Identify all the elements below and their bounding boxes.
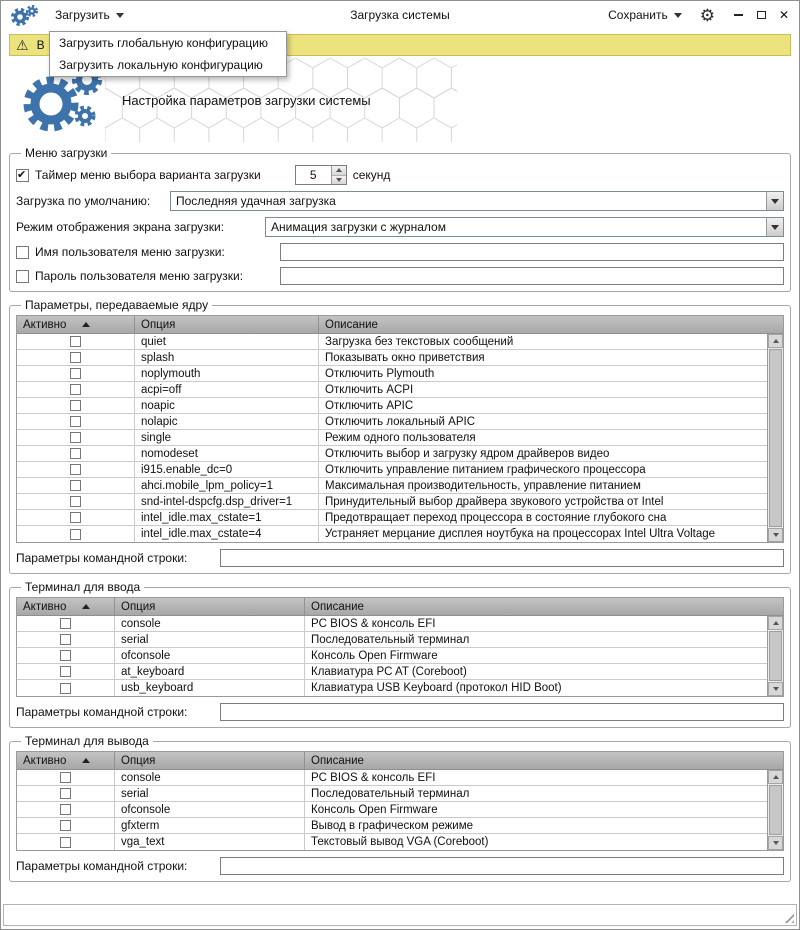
display-mode-value: Анимация загрузки с журналом xyxy=(271,220,446,234)
row-active-checkbox[interactable] xyxy=(60,772,71,783)
menu-item-load-global-config[interactable]: Загрузить глобальную конфигурацию xyxy=(59,36,268,50)
table-header xyxy=(17,316,783,334)
option-cell: i915.enable_dc=0 xyxy=(135,462,319,477)
option-cell: ahci.mobile_lpm_policy=1 xyxy=(135,478,319,493)
description-cell: Консоль Open Firmware xyxy=(311,649,438,662)
row-active-checkbox[interactable] xyxy=(60,650,71,661)
row-active-checkbox[interactable] xyxy=(60,804,71,815)
description-cell: Отключить локальный APIC xyxy=(325,415,476,428)
row-active-checkbox[interactable] xyxy=(70,448,81,459)
column-header-description[interactable]: Описание xyxy=(311,600,364,613)
vertical-scrollbar[interactable] xyxy=(767,334,783,542)
table-row[interactable] xyxy=(17,430,767,446)
timer-value: 5 xyxy=(309,168,317,182)
description-cell: Загрузка без текстовых сообщений xyxy=(325,335,514,348)
minimize-button[interactable] xyxy=(731,8,745,22)
scroll-up-button[interactable] xyxy=(768,334,783,348)
scroll-down-button[interactable] xyxy=(768,682,783,696)
description-cell: Режим одного пользователя xyxy=(325,431,476,444)
option-cell: intel_idle.max_cstate=4 xyxy=(135,526,319,542)
kernel-cmdline-row xyxy=(16,549,784,567)
table-row[interactable] xyxy=(17,398,767,414)
option-cell: gfxterm xyxy=(115,818,305,833)
description-cell: PC BIOS & консоль EFI xyxy=(311,617,436,630)
spinner-buttons xyxy=(331,166,346,184)
option-cell: intel_idle.max_cstate=1 xyxy=(135,510,319,525)
output-terminal-cmdline-input[interactable] xyxy=(220,857,784,875)
row-active-checkbox[interactable] xyxy=(60,666,71,677)
password-input[interactable] xyxy=(280,267,784,285)
table-row[interactable] xyxy=(17,510,767,526)
column-header-active[interactable]: Активно xyxy=(17,316,135,333)
option-cell: nolapic xyxy=(135,414,319,429)
window-title: Загрузка системы xyxy=(350,8,450,22)
scroll-down-button[interactable] xyxy=(768,836,783,850)
option-cell: splash xyxy=(135,350,319,365)
row-active-checkbox[interactable] xyxy=(70,529,81,540)
column-header-description[interactable]: Описание xyxy=(311,754,364,767)
option-cell: serial xyxy=(115,632,305,647)
window-controls xyxy=(731,8,791,22)
table-row[interactable] xyxy=(17,770,767,786)
table-row[interactable] xyxy=(17,494,767,510)
titlebar-right xyxy=(594,5,791,25)
output-terminal-group xyxy=(9,734,791,882)
kernel-params-group xyxy=(9,298,791,574)
row-active-checkbox[interactable] xyxy=(70,400,81,411)
warning-text: В xyxy=(36,38,45,52)
column-header-option[interactable]: Опция xyxy=(115,752,305,769)
vertical-scrollbar[interactable] xyxy=(767,616,783,696)
chevron-down-icon xyxy=(771,199,779,204)
boot-menu-legend: Меню загрузки xyxy=(25,146,108,160)
boot-menu-group xyxy=(9,146,791,292)
description-cell: Клавиатура USB Keyboard (протокол HID Boot) xyxy=(311,682,562,694)
option-cell: single xyxy=(135,430,319,445)
description-cell: Принудительный выбор драйвера звукового устройства от Intel xyxy=(325,495,664,508)
table-row[interactable] xyxy=(17,632,767,648)
kernel-params-legend: Параметры, передаваемые ядру xyxy=(25,298,209,312)
description-cell: Клавиатура PC AT (Coreboot) xyxy=(311,665,467,678)
scroll-up-button[interactable] xyxy=(768,616,783,630)
cmdline-label: Параметры командной строки: xyxy=(16,705,188,719)
column-header-option[interactable]: Опция xyxy=(135,316,319,333)
table-rows xyxy=(17,334,767,542)
description-cell: Отключить Plymouth xyxy=(325,367,435,380)
input-terminal-legend: Терминал для ввода xyxy=(25,580,141,594)
column-header-option[interactable]: Опция xyxy=(115,598,305,615)
table-row[interactable] xyxy=(17,414,767,430)
close-button[interactable]: ✕ xyxy=(778,8,790,22)
table-row[interactable] xyxy=(17,648,767,664)
row-active-checkbox[interactable] xyxy=(70,496,81,507)
row-active-checkbox[interactable] xyxy=(60,618,71,629)
row-active-checkbox[interactable] xyxy=(70,352,81,363)
option-cell: serial xyxy=(115,786,305,801)
option-cell: vga_text xyxy=(115,834,305,850)
table-header xyxy=(17,752,783,770)
default-boot-label: Загрузка по умолчанию: xyxy=(16,194,151,208)
table-row[interactable] xyxy=(17,616,767,632)
spinner-up-button[interactable] xyxy=(332,166,346,175)
description-cell: Отключить APIC xyxy=(325,399,414,412)
vertical-scrollbar[interactable] xyxy=(767,770,783,850)
sort-ascending-icon xyxy=(82,322,90,327)
row-active-checkbox[interactable] xyxy=(60,683,71,694)
option-cell: console xyxy=(115,616,305,631)
timer-label: Таймер меню выбора варианта загрузки xyxy=(35,168,261,182)
table-row[interactable] xyxy=(17,786,767,802)
sort-ascending-icon xyxy=(82,604,90,609)
row-active-checkbox[interactable] xyxy=(70,480,81,491)
row-active-checkbox[interactable] xyxy=(60,837,71,848)
option-cell: at_keyboard xyxy=(115,664,305,679)
sort-ascending-icon xyxy=(82,758,90,763)
display-mode-row xyxy=(16,217,784,237)
username-label: Имя пользователя меню загрузки: xyxy=(35,245,225,259)
input-terminal-group xyxy=(9,580,791,728)
table-row[interactable] xyxy=(17,350,767,366)
warning-icon: ⚠ xyxy=(16,37,29,53)
settings-gear-icon[interactable]: ⚙ xyxy=(699,5,715,25)
load-menu-button-label: Загрузить xyxy=(55,8,110,22)
option-cell: nomodeset xyxy=(135,446,319,461)
username-checkbox[interactable] xyxy=(16,246,29,259)
column-header-description[interactable]: Описание xyxy=(325,318,378,331)
row-active-checkbox[interactable] xyxy=(60,820,71,831)
app-gears-icon xyxy=(9,3,41,27)
scrollbar-thumb[interactable] xyxy=(769,349,782,527)
display-mode-label: Режим отображения экрана загрузки: xyxy=(16,220,225,234)
table-row[interactable] xyxy=(17,680,767,696)
description-cell: Консоль Open Firmware xyxy=(311,803,438,816)
description-cell: Последовательный терминал xyxy=(311,787,470,800)
input-terminal-cmdline-row xyxy=(16,703,784,721)
save-menu-button[interactable] xyxy=(602,5,688,25)
password-checkbox[interactable] xyxy=(16,270,29,283)
username-row xyxy=(16,243,784,261)
row-active-checkbox[interactable] xyxy=(70,368,81,379)
row-active-checkbox[interactable] xyxy=(70,336,81,347)
timer-spinner[interactable] xyxy=(295,165,347,185)
table-row[interactable] xyxy=(17,462,767,478)
description-cell: Предотвращает переход процессора в состояние глубокого сна xyxy=(325,511,667,524)
option-cell: console xyxy=(115,770,305,785)
description-cell: Устраняет мерцание дисплея ноутбука на процессорах Intel Ultra Voltage xyxy=(325,528,716,540)
output-terminal-legend: Терминал для вывода xyxy=(25,734,149,748)
description-cell: Последовательный терминал xyxy=(311,633,470,646)
table-row[interactable] xyxy=(17,818,767,834)
row-active-checkbox[interactable] xyxy=(60,788,71,799)
table-row[interactable] xyxy=(17,834,767,850)
timer-units-label: секунд xyxy=(352,168,391,182)
display-mode-select[interactable] xyxy=(265,217,784,237)
option-cell: ofconsole xyxy=(115,802,305,817)
default-boot-select[interactable] xyxy=(170,191,784,211)
output-terminal-table xyxy=(16,751,784,851)
table-row[interactable] xyxy=(17,366,767,382)
menu-item-load-local-config[interactable]: Загрузить локальную конфигурацию xyxy=(59,58,263,72)
column-header-active[interactable]: Активно xyxy=(17,598,115,615)
table-row[interactable] xyxy=(17,382,767,398)
table-row[interactable] xyxy=(17,664,767,680)
option-cell: quiet xyxy=(135,334,319,349)
titlebar xyxy=(1,1,799,29)
table-rows xyxy=(17,770,767,850)
status-bar xyxy=(3,904,797,926)
timer-row xyxy=(16,165,784,185)
output-terminal-cmdline-row xyxy=(16,857,784,875)
input-terminal-cmdline-input[interactable] xyxy=(220,703,784,721)
scroll-up-button[interactable] xyxy=(768,770,783,784)
chevron-down-icon xyxy=(771,225,779,230)
table-row[interactable] xyxy=(17,446,767,462)
scrollbar-thumb[interactable] xyxy=(769,631,782,681)
kernel-cmdline-input[interactable] xyxy=(220,549,784,567)
option-cell: usb_keyboard xyxy=(115,680,305,696)
load-menu-button[interactable] xyxy=(49,5,130,25)
option-cell: snd-intel-dspcfg.dsp_driver=1 xyxy=(135,494,319,509)
cmdline-label: Параметры командной строки: xyxy=(16,551,188,565)
row-active-checkbox[interactable] xyxy=(70,384,81,395)
save-menu-button-label: Сохранить xyxy=(608,8,668,22)
timer-checkbox[interactable] xyxy=(16,169,29,182)
page-title: Настройка параметров загрузки системы xyxy=(122,93,371,108)
cmdline-label: Параметры командной строки: xyxy=(16,859,188,873)
option-cell: ofconsole xyxy=(115,648,305,663)
row-active-checkbox[interactable] xyxy=(70,512,81,523)
description-cell: Вывод в графическом режиме xyxy=(311,819,474,832)
table-rows xyxy=(17,616,767,696)
column-header-active[interactable]: Активно xyxy=(17,752,115,769)
row-active-checkbox[interactable] xyxy=(60,634,71,645)
maximize-button[interactable] xyxy=(754,8,768,22)
kernel-params-table xyxy=(16,315,784,543)
scrollbar-thumb[interactable] xyxy=(769,785,782,835)
option-cell: noapic xyxy=(135,398,319,413)
table-row[interactable] xyxy=(17,478,767,494)
chevron-down-icon xyxy=(116,13,124,18)
table-header xyxy=(17,598,783,616)
password-row xyxy=(16,267,784,285)
spinner-down-button[interactable] xyxy=(332,175,346,185)
default-boot-value: Последняя удачная загрузка xyxy=(176,194,336,208)
option-cell: acpi=off xyxy=(135,382,319,397)
default-boot-row xyxy=(16,191,784,211)
table-row[interactable] xyxy=(17,802,767,818)
description-cell: Текстовый вывод VGA (Coreboot) xyxy=(311,836,489,848)
option-cell: noplymouth xyxy=(135,366,319,381)
description-cell: Отключить управление питанием графического процессора xyxy=(325,463,646,476)
load-menu-popup xyxy=(49,31,287,77)
table-row[interactable] xyxy=(17,526,767,542)
input-terminal-table xyxy=(16,597,784,697)
combo-arrow-button[interactable] xyxy=(766,218,783,236)
description-cell: Максимальная производительность, управление питанием xyxy=(325,479,641,492)
scroll-down-button[interactable] xyxy=(768,528,783,542)
description-cell: Отключить ACPI xyxy=(325,383,414,396)
password-label: Пароль пользователя меню загрузки: xyxy=(35,269,244,283)
description-cell: PC BIOS & консоль EFI xyxy=(311,771,436,784)
row-active-checkbox[interactable] xyxy=(70,464,81,475)
row-active-checkbox[interactable] xyxy=(70,432,81,443)
resize-grip[interactable] xyxy=(781,910,794,923)
description-cell: Отключить выбор и загрузку ядром драйверов видео xyxy=(325,447,610,460)
username-input[interactable] xyxy=(280,243,784,261)
chevron-down-icon xyxy=(674,13,682,18)
description-cell: Показывать окно приветствия xyxy=(325,351,485,364)
combo-arrow-button[interactable] xyxy=(766,192,783,210)
table-row[interactable] xyxy=(17,334,767,350)
row-active-checkbox[interactable] xyxy=(70,416,81,427)
